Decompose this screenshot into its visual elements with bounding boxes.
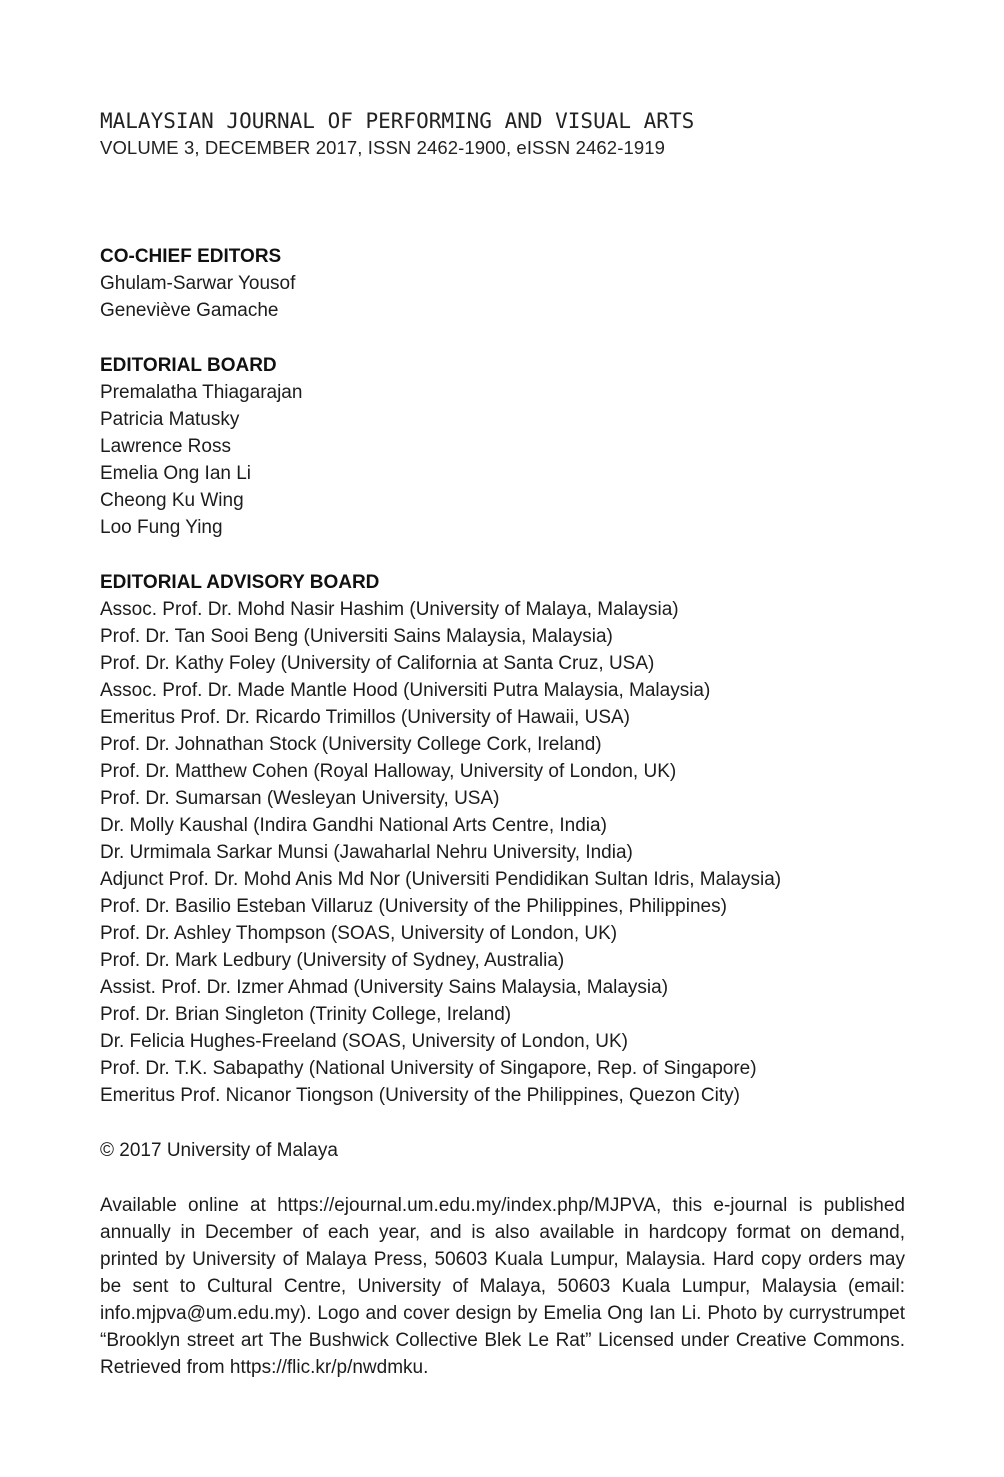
advisory-member-entry: Dr. Molly Kaushal (Indira Gandhi National Arts Centre, India) bbox=[100, 815, 607, 836]
journal-header bbox=[100, 108, 905, 161]
editorial-advisory-board-list bbox=[100, 596, 905, 1109]
board-member-name: Emelia Ong Ian Li bbox=[100, 463, 252, 484]
advisory-member-entry: Prof. Dr. Tan Sooi Beng (Universiti Sains Malaysia, Malaysia) bbox=[100, 626, 613, 647]
editorial-board-heading: EDITORIAL BOARD bbox=[100, 355, 277, 376]
advisory-member-entry: Prof. Dr. Kathy Foley (University of California at Santa Cruz, USA) bbox=[100, 653, 655, 674]
editorial-board-list bbox=[100, 379, 905, 541]
advisory-member-entry: Prof. Dr. Johnathan Stock (University College Cork, Ireland) bbox=[100, 734, 602, 755]
co-chief-editors-list bbox=[100, 270, 905, 324]
advisory-member-entry: Emeritus Prof. Nicanor Tiongson (University of the Philippines, Quezon City) bbox=[100, 1085, 740, 1106]
editorial-advisory-board-heading: EDITORIAL ADVISORY BOARD bbox=[100, 572, 380, 593]
advisory-member-entry: Emeritus Prof. Dr. Ricardo Trimillos (University of Hawaii, USA) bbox=[100, 707, 630, 728]
advisory-member-entry: Dr. Felicia Hughes-Freeland (SOAS, University of London, UK) bbox=[100, 1031, 628, 1052]
copyright-notice: © 2017 University of Malaya bbox=[100, 1140, 338, 1161]
editorial-advisory-board-section bbox=[100, 569, 905, 1109]
editor-name: Geneviève Gamache bbox=[100, 300, 279, 321]
co-chief-editors-heading: CO-CHIEF EDITORS bbox=[100, 246, 282, 267]
advisory-member-entry: Assoc. Prof. Dr. Mohd Nasir Hashim (University of Malaya, Malaysia) bbox=[100, 599, 679, 620]
advisory-member-entry: Prof. Dr. T.K. Sabapathy (National University of Singapore, Rep. of Singapore) bbox=[100, 1058, 757, 1079]
board-member-name: Lawrence Ross bbox=[100, 436, 231, 457]
co-chief-editors-section bbox=[100, 243, 905, 324]
advisory-member-entry: Prof. Dr. Mark Ledbury (University of Sydney, Australia) bbox=[100, 950, 565, 971]
board-member-name: Premalatha Thiagarajan bbox=[100, 382, 303, 403]
board-member-name: Cheong Ku Wing bbox=[100, 490, 244, 511]
advisory-member-entry: Assoc. Prof. Dr. Made Mantle Hood (Universiti Putra Malaysia, Malaysia) bbox=[100, 680, 711, 701]
editorial-board-section bbox=[100, 352, 905, 541]
advisory-member-entry: Dr. Urmimala Sarkar Munsi (Jawaharlal Nehru University, India) bbox=[100, 842, 633, 863]
advisory-member-entry: Prof. Dr. Matthew Cohen (Royal Halloway, University of London, UK) bbox=[100, 761, 677, 782]
advisory-member-entry: Prof. Dr. Ashley Thompson (SOAS, University of London, UK) bbox=[100, 923, 618, 944]
advisory-member-entry: Prof. Dr. Basilio Esteban Villaruz (University of the Philippines, Philippines) bbox=[100, 896, 727, 917]
editor-name: Ghulam-Sarwar Yousof bbox=[100, 273, 296, 294]
journal-title: MALAYSIAN JOURNAL OF PERFORMING AND VISUAL ARTS bbox=[100, 109, 695, 133]
advisory-member-entry: Adjunct Prof. Dr. Mohd Anis Md Nor (Universiti Pendidikan Sultan Idris, Malaysia) bbox=[100, 869, 782, 890]
advisory-member-entry: Prof. Dr. Brian Singleton (Trinity College, Ireland) bbox=[100, 1004, 512, 1025]
board-member-name: Patricia Matusky bbox=[100, 409, 240, 430]
availability-paragraph: Available online at https://ejournal.um.edu.my/index.php/MJPVA, this e-journal is published annually in December of each year, and is also available in hardcopy format on demand, printed by University of Malaya Press, 50603 Kuala Lumpur, Malaysia. Hard copy orders may be sent to Cultural Centre, University of Malaya, 50603 Kuala Lumpur, Malaysia (email: info.mjpva@um.edu.my). Logo and cover design by Emelia Ong Ian Li. Photo by currystrumpet “Brooklyn street art The Bushwick Collective Blek Le Rat” Licensed under Creative Commons. Retrieved from https://flic.kr/p/nwdmku. bbox=[100, 1195, 905, 1378]
board-member-name: Loo Fung Ying bbox=[100, 517, 223, 538]
advisory-member-entry: Assist. Prof. Dr. Izmer Ahmad (University Sains Malaysia, Malaysia) bbox=[100, 977, 669, 998]
journal-volume-issn: VOLUME 3, DECEMBER 2017, ISSN 2462-1900, eISSN 2462-1919 bbox=[100, 137, 666, 158]
advisory-member-entry: Prof. Dr. Sumarsan (Wesleyan University, USA) bbox=[100, 788, 500, 809]
